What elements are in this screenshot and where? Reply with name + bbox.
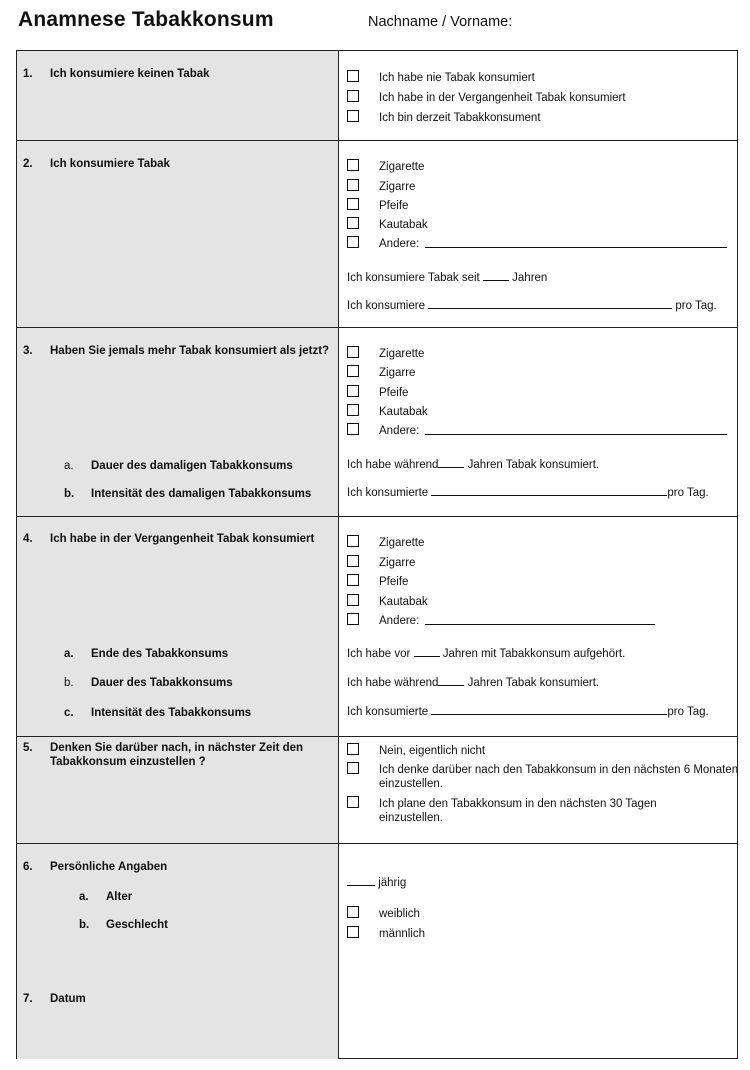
question-5-cell	[17, 737, 339, 843]
question-number: 4.	[23, 533, 33, 545]
intensity-line: Ich konsumierte pro Tag.	[347, 484, 709, 500]
years-input[interactable]	[438, 456, 464, 468]
amount-input[interactable]	[431, 703, 667, 715]
years-input[interactable]	[483, 269, 509, 281]
checkbox[interactable]	[347, 555, 359, 567]
end-line: Ich habe vor Jahren mit Tabakkonsum aufgehört.	[347, 645, 625, 661]
checkbox[interactable]	[347, 385, 359, 397]
checkbox[interactable]	[347, 346, 359, 358]
answer-2-cell: Zigarette Zigarre Pfeife Kautabak Andere: Ich konsumiere Tabak seit Jahren Ich konsumiere pro Tag.	[339, 141, 737, 327]
question-text: Persönliche Angaben	[50, 861, 168, 873]
question-1-row	[17, 51, 737, 140]
since-years-line: Ich konsumiere Tabak seit Jahren	[347, 269, 547, 285]
checkbox[interactable]	[347, 217, 359, 229]
age-input[interactable]	[347, 874, 375, 886]
question-6-7-row	[17, 843, 737, 1059]
question-2-cell	[17, 141, 339, 327]
checkbox[interactable]	[347, 365, 359, 377]
question-6-7-cell: 6. Persönliche Angaben a. Alter b. Geschlecht 7. Datum	[17, 844, 339, 1059]
checkbox[interactable]	[347, 159, 359, 171]
years-input[interactable]	[438, 674, 464, 686]
checkbox[interactable]	[347, 762, 359, 774]
checkbox[interactable]	[347, 404, 359, 416]
intensity-line: Ich konsumierte pro Tag.	[347, 703, 709, 719]
checkbox[interactable]	[347, 535, 359, 547]
question-1-cell	[17, 51, 339, 140]
question-text: Ich habe in der Vergangenheit Tabak konsumiert	[50, 533, 315, 545]
checkbox[interactable]	[347, 70, 359, 82]
answer-5-cell: Nein, eigentlich nicht Ich denke darüber nach den Tabakkonsum in den nächsten 6 Monaten einzustellen. Ich plane den Tabakkonsum in den nächsten 30 Tagen einzustellen.	[339, 737, 737, 843]
question-5-row	[17, 736, 737, 843]
checkbox[interactable]	[347, 236, 359, 248]
checkbox[interactable]	[347, 198, 359, 210]
form-title: Anamnese Tabakkonsum	[18, 8, 274, 31]
question-4-cell: 4. Ich habe in der Vergangenheit Tabak konsumiert a. Ende des Tabakkonsums b. Dauer des Tabakkonsums c. Intensität des Tabakkonsums	[17, 517, 339, 736]
question-number: 2.	[23, 158, 33, 170]
duration-line: Ich habe während Jahren Tabak konsumiert.	[347, 456, 599, 472]
amount-per-day-line: Ich konsumiere pro Tag.	[347, 297, 717, 313]
years-input[interactable]	[414, 645, 440, 657]
andere-input-line[interactable]	[425, 624, 655, 625]
andere-input-line[interactable]	[425, 434, 727, 435]
question-number: 3.	[23, 345, 33, 357]
question-2-row	[17, 140, 737, 327]
andere-input-line[interactable]	[425, 247, 727, 248]
checkbox[interactable]	[347, 796, 359, 808]
duration-line: Ich habe während Jahren Tabak konsumiert.	[347, 674, 599, 690]
question-3-row	[17, 327, 737, 516]
answer-1-cell: Ich habe nie Tabak konsumiert Ich habe in der Vergangenheit Tabak konsumiert Ich bin derzeit Tabakkonsument	[339, 51, 737, 140]
checkbox[interactable]	[347, 423, 359, 435]
checkbox[interactable]	[347, 743, 359, 755]
name-field-label: Nachname / Vorname:	[368, 14, 513, 30]
age-line: jährig	[347, 874, 406, 890]
amount-input[interactable]	[428, 297, 672, 309]
question-number: 5.	[23, 742, 33, 754]
checkbox[interactable]	[347, 90, 359, 102]
checkbox[interactable]	[347, 594, 359, 606]
question-text: Ich konsumiere keinen Tabak	[50, 68, 210, 80]
checkbox[interactable]	[347, 906, 359, 918]
question-text: Datum	[50, 993, 86, 1005]
question-4-row	[17, 516, 737, 736]
questionnaire-table	[16, 50, 738, 1059]
amount-input[interactable]	[431, 484, 667, 496]
answer-6-7-cell: jährig weiblich männlich	[339, 844, 737, 1059]
checkbox[interactable]	[347, 110, 359, 122]
question-number: 1.	[23, 68, 33, 80]
answer-3-cell: Zigarette Zigarre Pfeife Kautabak Andere: Ich habe während Jahren Tabak konsumiert. Ich konsumierte pro Tag.	[339, 328, 737, 516]
checkbox[interactable]	[347, 179, 359, 191]
checkbox[interactable]	[347, 926, 359, 938]
question-3-cell: 3. Haben Sie jemals mehr Tabak konsumiert als jetzt? a. Dauer des damaligen Tabakkonsums b. Intensität des damaligen Tabakkonsums	[17, 328, 339, 516]
checkbox[interactable]	[347, 574, 359, 586]
question-text: Ich konsumiere Tabak	[50, 158, 170, 170]
question-number: 7.	[23, 993, 33, 1005]
question-text: Denken Sie darüber nach, in nächster Zeit den Tabakkonsum einzustellen ?	[50, 742, 304, 768]
answer-4-cell: Zigarette Zigarre Pfeife Kautabak Andere: Ich habe vor Jahren mit Tabakkonsum aufgehört. Ich habe während Jahren Tabak konsumiert. Ich konsumierte pro Tag.	[347, 537, 709, 718]
question-number: 6.	[23, 861, 33, 873]
checkbox[interactable]	[347, 613, 359, 625]
question-text: Haben Sie jemals mehr Tabak konsumiert als jetzt?	[50, 345, 330, 357]
